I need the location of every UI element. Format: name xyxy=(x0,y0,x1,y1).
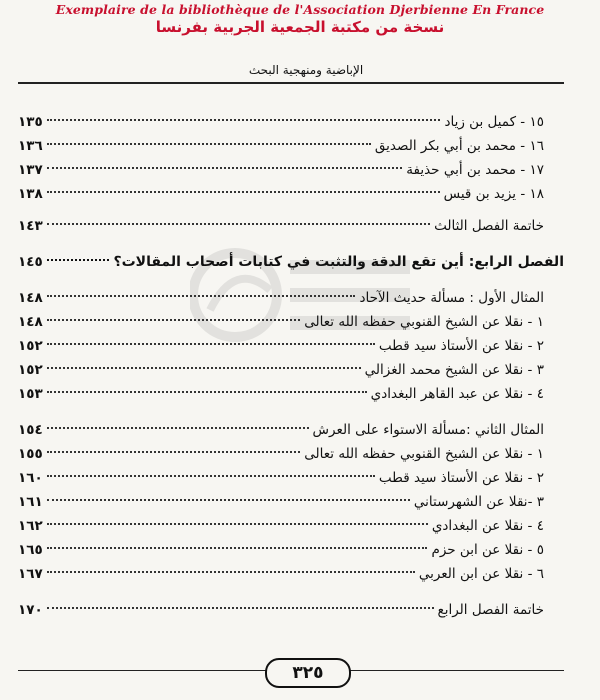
toc-entry xyxy=(18,334,564,358)
toc-entry-page: ١٥٤ xyxy=(18,422,43,438)
toc-entry xyxy=(18,158,564,182)
toc-entry xyxy=(18,442,564,466)
toc-entry-title: ٣ -نقلا عن الشهرستاني xyxy=(413,494,544,510)
toc-entry xyxy=(18,310,564,334)
header-rule xyxy=(18,82,564,84)
toc-entry xyxy=(18,598,564,622)
toc-entry xyxy=(18,182,564,206)
toc-entry-page: ١٦٧ xyxy=(18,566,43,582)
banner-arabic: نسخة من مكتبة الجمعية الجربية بفرنسا xyxy=(155,18,445,36)
toc-entry-page: ١٤٣ xyxy=(18,218,43,234)
toc-chapter-heading xyxy=(18,250,564,274)
toc-entry-title: ١٧ - محمد بن أبي حذيفة xyxy=(406,162,544,178)
toc-entry-title: ٥ - نقلا عن ابن حزم xyxy=(431,542,544,558)
toc-entry-page: ١٣٧ xyxy=(18,162,43,178)
leader-dots xyxy=(47,547,428,549)
toc-entry-title: ١٨ - يزيد بن قيس xyxy=(443,186,544,202)
toc-entry xyxy=(18,358,564,382)
leader-dots xyxy=(47,499,410,501)
toc-entry-page: ١٣٨ xyxy=(18,186,43,202)
library-stamp-banner xyxy=(0,2,600,37)
leader-dots xyxy=(47,571,415,573)
leader-dots xyxy=(47,523,428,525)
toc-entry-title: ٤ - نقلا عن البغدادي xyxy=(431,518,544,534)
toc-entry-page: ١٦٢ xyxy=(18,518,43,534)
toc-entry xyxy=(18,110,564,134)
toc-entry-page: ١٦١ xyxy=(18,494,43,510)
leader-dots xyxy=(47,259,110,261)
toc-entry xyxy=(18,466,564,490)
toc-entry xyxy=(18,418,564,442)
toc-entry-page: ١٥٣ xyxy=(18,386,43,402)
leader-dots xyxy=(47,319,301,321)
leader-dots xyxy=(47,427,309,429)
toc-entry xyxy=(18,134,564,158)
banner-french: Exemplaire de la bibliothèque de l'Association Djerbienne En France xyxy=(55,2,545,17)
toc-entry xyxy=(18,538,564,562)
toc-entry-title: ٣ - نقلا عن الشيخ محمد الغزالي xyxy=(364,362,544,378)
toc-entry xyxy=(18,286,564,310)
toc-entry-page: ١٥٥ xyxy=(18,446,43,462)
toc-entry-title: ١ - نقلا عن الشيخ القنوبي حفظه الله تعالى xyxy=(304,314,544,330)
leader-dots xyxy=(47,451,301,453)
toc-entry-page: ١٦٠ xyxy=(18,470,43,486)
leader-dots xyxy=(47,295,356,297)
leader-dots xyxy=(47,607,434,609)
toc-entry-title: الفصل الرابع: أين تقع الدقة والتثبت في كتابات أصحاب المقالات؟ xyxy=(113,254,564,270)
toc-entry xyxy=(18,214,564,238)
leader-dots xyxy=(47,191,440,193)
table-of-contents xyxy=(18,110,564,622)
toc-entry-title: ١٥ - كميل بن زياد xyxy=(444,114,544,130)
toc-entry-page: ١٤٨ xyxy=(18,290,43,306)
toc-entry xyxy=(18,382,564,406)
toc-entry-title: ٢ - نقلا عن الأستاذ سيد قطب xyxy=(378,338,544,354)
leader-dots xyxy=(47,367,361,369)
toc-entry-title: ١ - نقلا عن الشيخ القنوبي حفظه الله تعالى xyxy=(304,446,544,462)
toc-entry-page: ١٥٢ xyxy=(18,362,43,378)
running-head: الإباضية ومنهجية البحث xyxy=(248,63,364,77)
toc-entry-page: ١٣٥ xyxy=(18,114,43,130)
leader-dots xyxy=(47,343,375,345)
toc-entry-page: ١٥٢ xyxy=(18,338,43,354)
toc-entry-page: ١٦٥ xyxy=(18,542,43,558)
page-number: ٣٢٥ xyxy=(265,658,351,688)
toc-entry-title: ٢ - نقلا عن الأستاذ سيد قطب xyxy=(378,470,544,486)
toc-entry-title: ٤ - نقلا عن عبد القاهر البغدادي xyxy=(370,386,544,402)
toc-entry xyxy=(18,514,564,538)
leader-dots xyxy=(47,119,441,121)
toc-entry-page: ١٤٨ xyxy=(18,314,43,330)
toc-entry-title: ١٦ - محمد بن أبي بكر الصديق xyxy=(374,138,544,154)
toc-entry-title: خاتمة الفصل الثالث xyxy=(434,218,544,234)
leader-dots xyxy=(47,167,403,169)
toc-entry xyxy=(18,562,564,586)
toc-entry-page: ١٤٥ xyxy=(18,254,43,270)
leader-dots xyxy=(47,475,375,477)
leader-dots xyxy=(47,223,430,225)
toc-entry-page: ١٣٦ xyxy=(18,138,43,154)
toc-entry-page: ١٧٠ xyxy=(18,602,43,618)
toc-entry xyxy=(18,490,564,514)
leader-dots xyxy=(47,143,371,145)
leader-dots xyxy=(47,391,367,393)
toc-entry-title: المثال الأول : مسألة حديث الآحاد xyxy=(359,290,544,306)
toc-entry-title: ٦ - نقلا عن ابن العربي xyxy=(418,566,544,582)
toc-entry-title: المثال الثاني :مسألة الاستواء على العرش xyxy=(312,422,544,438)
toc-entry-title: خاتمة الفصل الرابع xyxy=(437,602,544,618)
